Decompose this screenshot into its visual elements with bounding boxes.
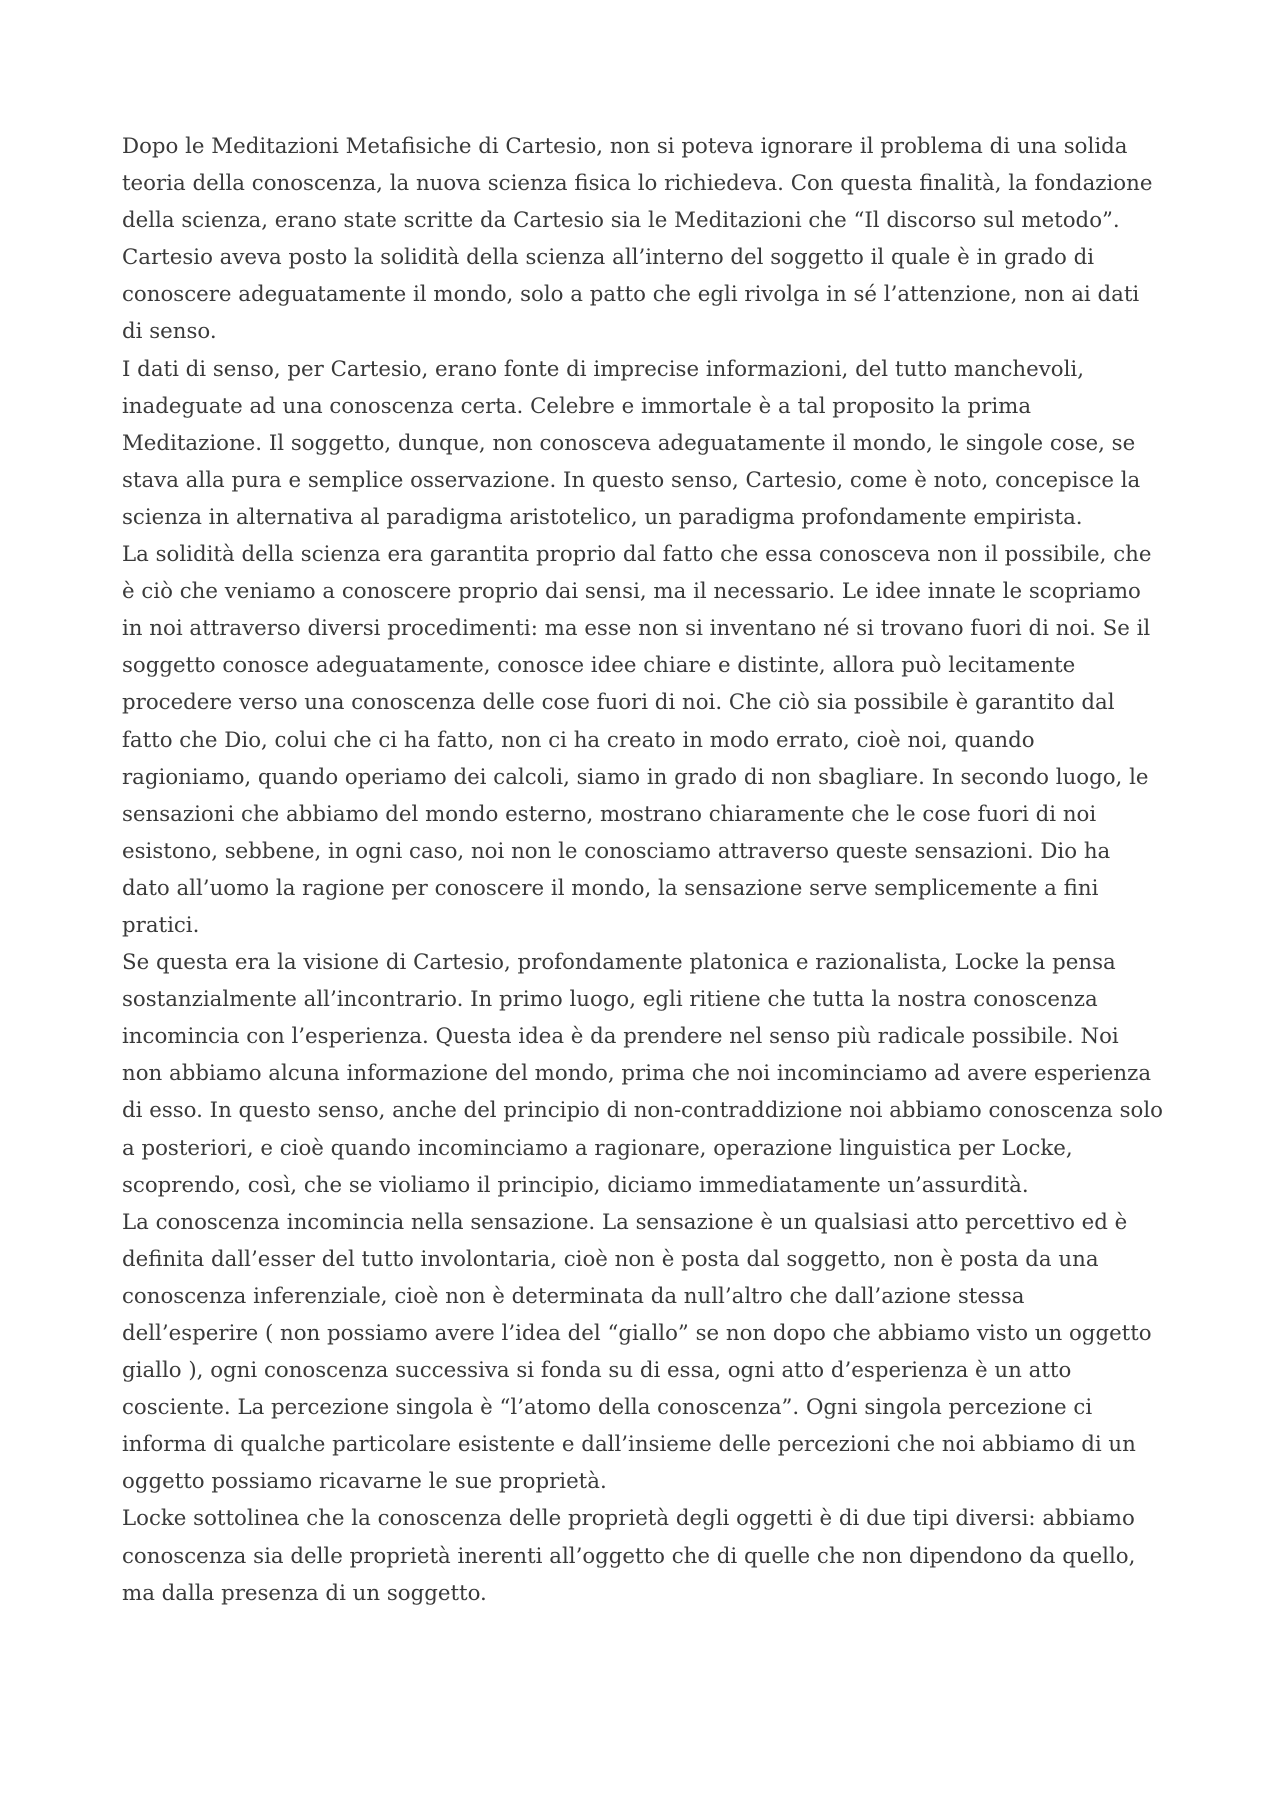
document-body xyxy=(122,128,1164,1612)
paragraph-sensazione: La conoscenza incomincia nella sensazione. La sensazione è un qualsiasi atto percettivo ed è definita dall’esser del tutto involontaria, cioè non è posta dal soggetto, non è posta da una conoscenza inferenziale, cioè non è determinata da null’altro che dall’azione stessa dell’esperire ( non possiamo avere l’idea del “giallo” se non dopo che abbiamo visto un oggetto giallo ), ogni conoscenza successiva si fonda su di essa, ogni atto d’esperienza è un atto cosciente. La percezione singola è “l’atomo della conoscenza”. Ogni singola percezione ci informa di qualche particolare esistente e dall’insieme delle percezioni che noi abbiamo di un oggetto possiamo ricavarne le sue proprietà. xyxy=(122,1209,1152,1495)
paragraph-dati-di-senso: I dati di senso, per Cartesio, erano fonte di imprecise informazioni, del tutto manchevoli, inadeguate ad una conoscenza certa. Celebre e immortale è a tal proposito la prima Meditazione. Il soggetto, dunque, non conosceva adeguatamente il mondo, le singole cose, se stava alla pura e semplice osservazione. In questo senso, Cartesio, come è noto, concepisce la scienza in alternativa al paradigma aristotelico, un paradigma profondamente empirista. xyxy=(122,356,1141,530)
paragraph-proprieta-oggetti: Locke sottolinea che la conoscenza delle proprietà degli oggetti è di due tipi diversi: abbiamo conoscenza sia delle proprietà inerenti all’oggetto che di quelle che non dipendono da quello, ma dalla presenza di un soggetto. xyxy=(122,1506,1136,1606)
paragraph-solidita-scienza: La solidità della scienza era garantita proprio dal fatto che essa conosceva non il possibile, che è ciò che veniamo a conoscere proprio dai sensi, ma il necessario. Le idee innate le scopriamo in noi attraverso diversi procedimenti: ma esse non si inventano né si trovano fuori di noi. Se il soggetto conosce adeguatamente, conosce idee chiare e distinte, allora può lecitamente procedere verso una conoscenza delle cose fuori di noi. Che ciò sia possibile è garantito dal fatto che Dio, colui che ci ha fatto, non ci ha creato in modo errato, cioè noi, quando ragioniamo, quando operiamo dei calcoli, siamo in grado di non sbagliare. In secondo luogo, le sensazioni che abbiamo del mondo esterno, mostrano chiaramente che le cose fuori di noi esistono, sebbene, in ogni caso, noi non le conosciamo attraverso queste sensazioni. Dio ha dato all’uomo la ragione per conoscere il mondo, la sensazione serve semplicemente a fini pratici. xyxy=(122,542,1152,938)
paragraph-locke-esperienza: Se questa era la visione di Cartesio, profondamente platonica e razionalista, Locke la pensa sostanzialmente all’incontrario. In primo luogo, egli ritiene che tutta la nostra conoscenza incomincia con l’esperienza. Questa idea è da prendere nel senso più radicale possibile. Noi non abbiamo alcuna informazione del mondo, prima che noi incominciamo ad avere esperienza di esso. In questo senso, anche del principio di non-contraddizione noi abbiamo conoscenza solo a posteriori, e cioè quando incominciamo a ragionare, operazione linguistica per Locke, scoprendo, così, che se violiamo il principio, diciamo immediatamente un’assurdità. xyxy=(122,950,1163,1198)
paragraph-cartesio-meditazioni: Dopo le Meditazioni Metafisiche di Cartesio, non si poteva ignorare il problema di una solida teoria della conoscenza, la nuova scienza fisica lo richiedeva. Con questa finalità, la fondazione della scienza, erano state scritte da Cartesio sia le Meditazioni che “Il discorso sul metodo”. Cartesio aveva posto la solidità della scienza all’interno del soggetto il quale è in grado di conoscere adeguatamente il mondo, solo a patto che egli rivolga in sé l’attenzione, non ai dati di senso. xyxy=(122,134,1153,345)
